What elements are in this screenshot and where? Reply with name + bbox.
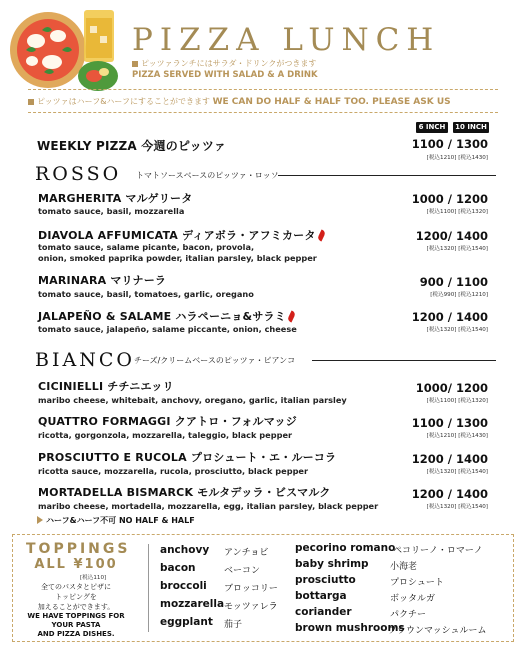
toppings-note-jp: 全てのパスタとピザに トッピングを 加えることができます。	[37, 583, 115, 611]
menu-item-name: DIAVOLA AFFUMICATA ディアボラ・アフミカータ	[38, 227, 324, 243]
menu-title: PIZZA LUNCH	[132, 22, 441, 58]
menu-item-desc: tomato sauce, basil, mozzarella	[38, 206, 185, 216]
triangle-bullet-icon	[37, 516, 43, 524]
topping-name: bottarga	[295, 590, 347, 602]
menu-item-price: 900 / 1100	[419, 275, 488, 289]
topping-name-jp: 小海老	[390, 562, 418, 572]
menu-item-tax: [税込990] [税込1210]	[430, 292, 488, 298]
topping-name-jp: ブラウンマッシュルーム	[388, 626, 487, 636]
weekly-pizza-price: 1100 / 1300	[411, 137, 488, 151]
section-subtitle-bianco: チーズ/クリームベースのピッツァ・ビアンコ	[134, 356, 296, 365]
topping-name: brown mushrooms	[295, 622, 405, 634]
size-tag-6-inch: 6 INCH	[416, 122, 448, 133]
topping-name-jp: プロシュート	[390, 578, 444, 588]
menu-item-price: 1200 / 1400	[411, 487, 488, 501]
menu-item-tax: [税込1320] [税込1540]	[426, 327, 488, 333]
menu-item-price: 1000/ 1200	[415, 381, 488, 395]
section-title-bianco: BIANCO	[35, 349, 135, 371]
menu-item-desc: maribo cheese, whitebait, anchovy, oregano, garlic, italian parsley	[38, 395, 347, 405]
weekly-pizza-name: WEEKLY PIZZA 今週のピッツァ	[37, 139, 227, 153]
menu-item-name: JALAPEÑO & SALAME ハラペーニョ&サラミ	[38, 308, 294, 324]
menu-item-name: CICINIELLI チチニエッリ	[38, 380, 174, 393]
topping-name: broccoli	[160, 580, 207, 592]
topping-name: anchovy	[160, 544, 210, 556]
section-subtitle-rosso: トマトソースベースのピッツァ・ロッソ	[136, 171, 279, 180]
topping-name-jp: モッツァレラ	[224, 602, 278, 612]
square-bullet-icon	[132, 61, 138, 67]
topping-name: prosciutto	[295, 574, 356, 586]
menu-item-name: MARGHERITA マルゲリータ	[38, 192, 193, 205]
section-rule	[312, 360, 496, 361]
pizza-illustration	[6, 6, 121, 98]
topping-name-jp: ボッタルガ	[390, 594, 436, 604]
square-bullet-icon	[28, 99, 34, 105]
menu-item-price: 1200/ 1400	[415, 229, 488, 243]
topping-name-jp: 茄子	[224, 620, 243, 630]
menu-item-desc-line2: onion, smoked paprika powder, italian parsley, black pepper	[38, 253, 317, 263]
topping-name-jp: ブロッコリー	[224, 584, 278, 594]
menu-item-desc: maribo cheese, mortadella, mozzarella, egg, italian parsley, black pepper	[38, 501, 379, 511]
topping-name: eggplant	[160, 616, 213, 628]
topping-name-jp: ペコリーノ・ロマーノ	[393, 546, 483, 556]
subtitle-jp: ピッツァランチにはサラダ・ドリンクがつきます	[132, 58, 316, 69]
section-rule	[278, 175, 496, 176]
topping-name-jp: アンチョビ	[224, 548, 269, 558]
subtitle-en: PIZZA SERVED WITH SALAD & A DRINK	[132, 70, 318, 80]
menu-item-price: 1200 / 1400	[411, 310, 488, 324]
menu-item-tax: [税込1210] [税込1430]	[426, 433, 488, 439]
menu-item-desc: tomato sauce, jalapeño, salame piccante, onion, cheese	[38, 324, 297, 334]
topping-name-jp: ベーコン	[224, 566, 261, 576]
menu-item-price: 1200 / 1400	[411, 452, 488, 466]
menu-item-price: 1100 / 1300	[411, 416, 488, 430]
half-half-note: ピッツァはハーフ&ハーフにすることができます WE CAN DO HALF & HALF TOO. PLEASE ASK US	[28, 96, 451, 107]
menu-item-desc: tomato sauce, basil, tomatoes, garlic, oregano	[38, 289, 254, 299]
topping-name: coriander	[295, 606, 352, 618]
menu-item-name: MORTADELLA BISMARCK モルタデッラ・ビスマルク	[38, 486, 331, 499]
toppings-divider	[148, 544, 149, 632]
topping-name: baby shrimp	[295, 558, 369, 570]
chili-pepper-icon	[287, 310, 296, 322]
weekly-pizza-tax: [税込1210] [税込1430]	[426, 155, 488, 161]
toppings-title: TOPPINGS	[26, 541, 131, 557]
topping-name: mozzarella	[160, 598, 225, 610]
toppings-tax: [税込110]	[80, 575, 107, 581]
chili-pepper-icon	[316, 229, 325, 241]
menu-item-name: QUATTRO FORMAGGI クアトロ・フォルマッジ	[38, 415, 297, 428]
menu-item-tax: [税込1320] [税込1540]	[426, 246, 488, 252]
menu-item-price: 1000 / 1200	[411, 192, 488, 206]
no-half-half-note: ハーフ&ハーフ不可 NO HALF & HALF	[37, 515, 195, 526]
menu-item-desc: tomato sauce, salame picante, bacon, provola,	[38, 242, 255, 252]
menu-item-tax: [税込1100] [税込1320]	[426, 398, 488, 404]
toppings-price: ALL ¥100	[34, 557, 118, 572]
section-title-rosso: ROSSO	[35, 163, 122, 185]
size-tag-10-inch: 10 INCH	[453, 122, 489, 133]
menu-item-name: PROSCIUTTO E RUCOLA プロシュート・エ・ルーコラ	[38, 451, 337, 464]
menu-item-name: MARINARA マリナーラ	[38, 274, 167, 287]
topping-name: pecorino romano	[295, 542, 396, 554]
menu-item-tax: [税込1100] [税込1320]	[426, 209, 488, 215]
menu-item-tax: [税込1320] [税込1540]	[426, 469, 488, 475]
menu-item-tax: [税込1320] [税込1540]	[426, 504, 488, 510]
divider	[28, 89, 498, 90]
topping-name: bacon	[160, 562, 196, 574]
divider	[28, 112, 498, 113]
toppings-note-en: WE HAVE TOPPINGS FOR YOUR PASTA AND PIZZA DISHES.	[27, 612, 125, 638]
topping-name-jp: パクチー	[390, 610, 427, 620]
menu-item-desc: ricotta sauce, mozzarella, rucola, prosciutto, black pepper	[38, 466, 309, 476]
menu-item-desc: ricotta, gorgonzola, mozzarella, taleggio, black pepper	[38, 430, 293, 440]
